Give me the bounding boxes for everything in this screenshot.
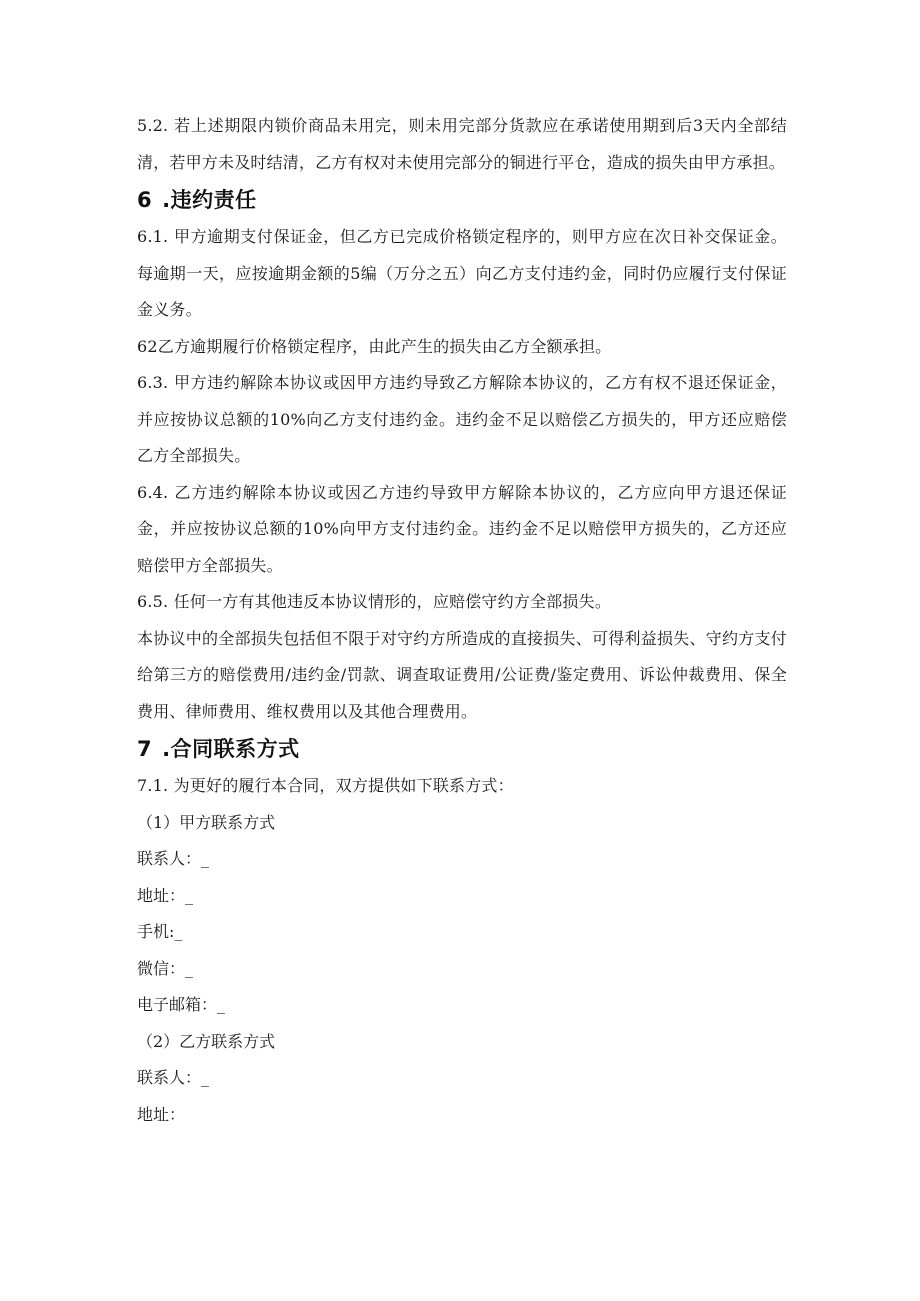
clause-6-1: 6.1. 甲方逾期支付保证金，但乙方已完成价格锁定程序的，则甲方应在次日补交保证金。每逾期一天，应按逾期金额的5编（万分之五）向乙方支付违约金，同时仍应履行支付保证金义务。 bbox=[137, 227, 787, 319]
party-a-mobile: 手机:_ bbox=[137, 922, 183, 941]
clause-6-3: 6.3. 甲方违约解除本协议或因甲方违约导致乙方解除本协议的，乙方有权不退还保证金，并应按协议总额的10%向乙方支付违约金。违约金不足以赔偿乙方损失的，甲方还应赔偿乙方全部损失。 bbox=[137, 373, 787, 465]
clause-6-4: 6.4. 乙方违约解除本协议或因乙方违约导致甲方解除本协议的，乙方应向甲方退还保证金，并应按协议总额的10%向甲方支付违约金。违约金不足以赔偿甲方损失的，乙方还应赔偿甲方全部损失。 bbox=[137, 482, 787, 575]
party-a-address: 地址：_ bbox=[137, 885, 194, 905]
clause-7-1: 7.1. 为更好的履行本合同，双方提供如下联系方式： bbox=[137, 776, 514, 795]
section-6-dot: . bbox=[162, 188, 171, 212]
party-a-email: 电子邮箱：_ bbox=[137, 995, 226, 1014]
section-7-dot: . bbox=[162, 737, 171, 761]
section-6-number: 6 bbox=[137, 188, 153, 212]
party-a-wechat: 微信：_ bbox=[137, 958, 194, 978]
party-a-contact-person: 联系人：_ bbox=[137, 849, 210, 868]
clause-5-2: 5.2. 若上述期限内锁价商品未用完，则未用完部分货款应在承诺使用期到后3天内全部结清，若甲方未及时结清，乙方有权对未使用完部分的铜进行平仓，造成的损失由甲方承担。 bbox=[137, 116, 787, 172]
party-a-heading: （1）甲方联系方式 bbox=[137, 812, 276, 832]
section-7-heading bbox=[137, 730, 787, 768]
section-7-title: 合同联系方式 bbox=[170, 737, 300, 761]
section-6-heading bbox=[137, 181, 787, 219]
party-b-address: 地址： bbox=[137, 1104, 186, 1124]
clause-6-5: 6.5. 任何一方有其他违反本协议情形的，应赔偿守约方全部损失。 bbox=[137, 592, 612, 611]
party-b-contact-person: 联系人：_ bbox=[137, 1068, 210, 1087]
clause-6-loss-definition: 本协议中的全部损失包括但不限于对守约方所造成的直接损失、可得利益损失、守约方支付给第三方的赔偿费用/违约金/罚款、调查取证费用/公证费/鉴定费用、诉讼仲裁费用、保全费用、律师费用、维权费用以及其他合理费用。 bbox=[137, 628, 787, 721]
clause-6-2: 62乙方逾期履行价格锁定程序，由此产生的损失由乙方全额承担。 bbox=[137, 336, 612, 356]
section-6-title: 违约责任 bbox=[170, 188, 257, 212]
section-7-number: 7 bbox=[137, 737, 153, 761]
document-page bbox=[137, 108, 787, 1133]
party-b-heading: （2）乙方联系方式 bbox=[137, 1031, 276, 1051]
